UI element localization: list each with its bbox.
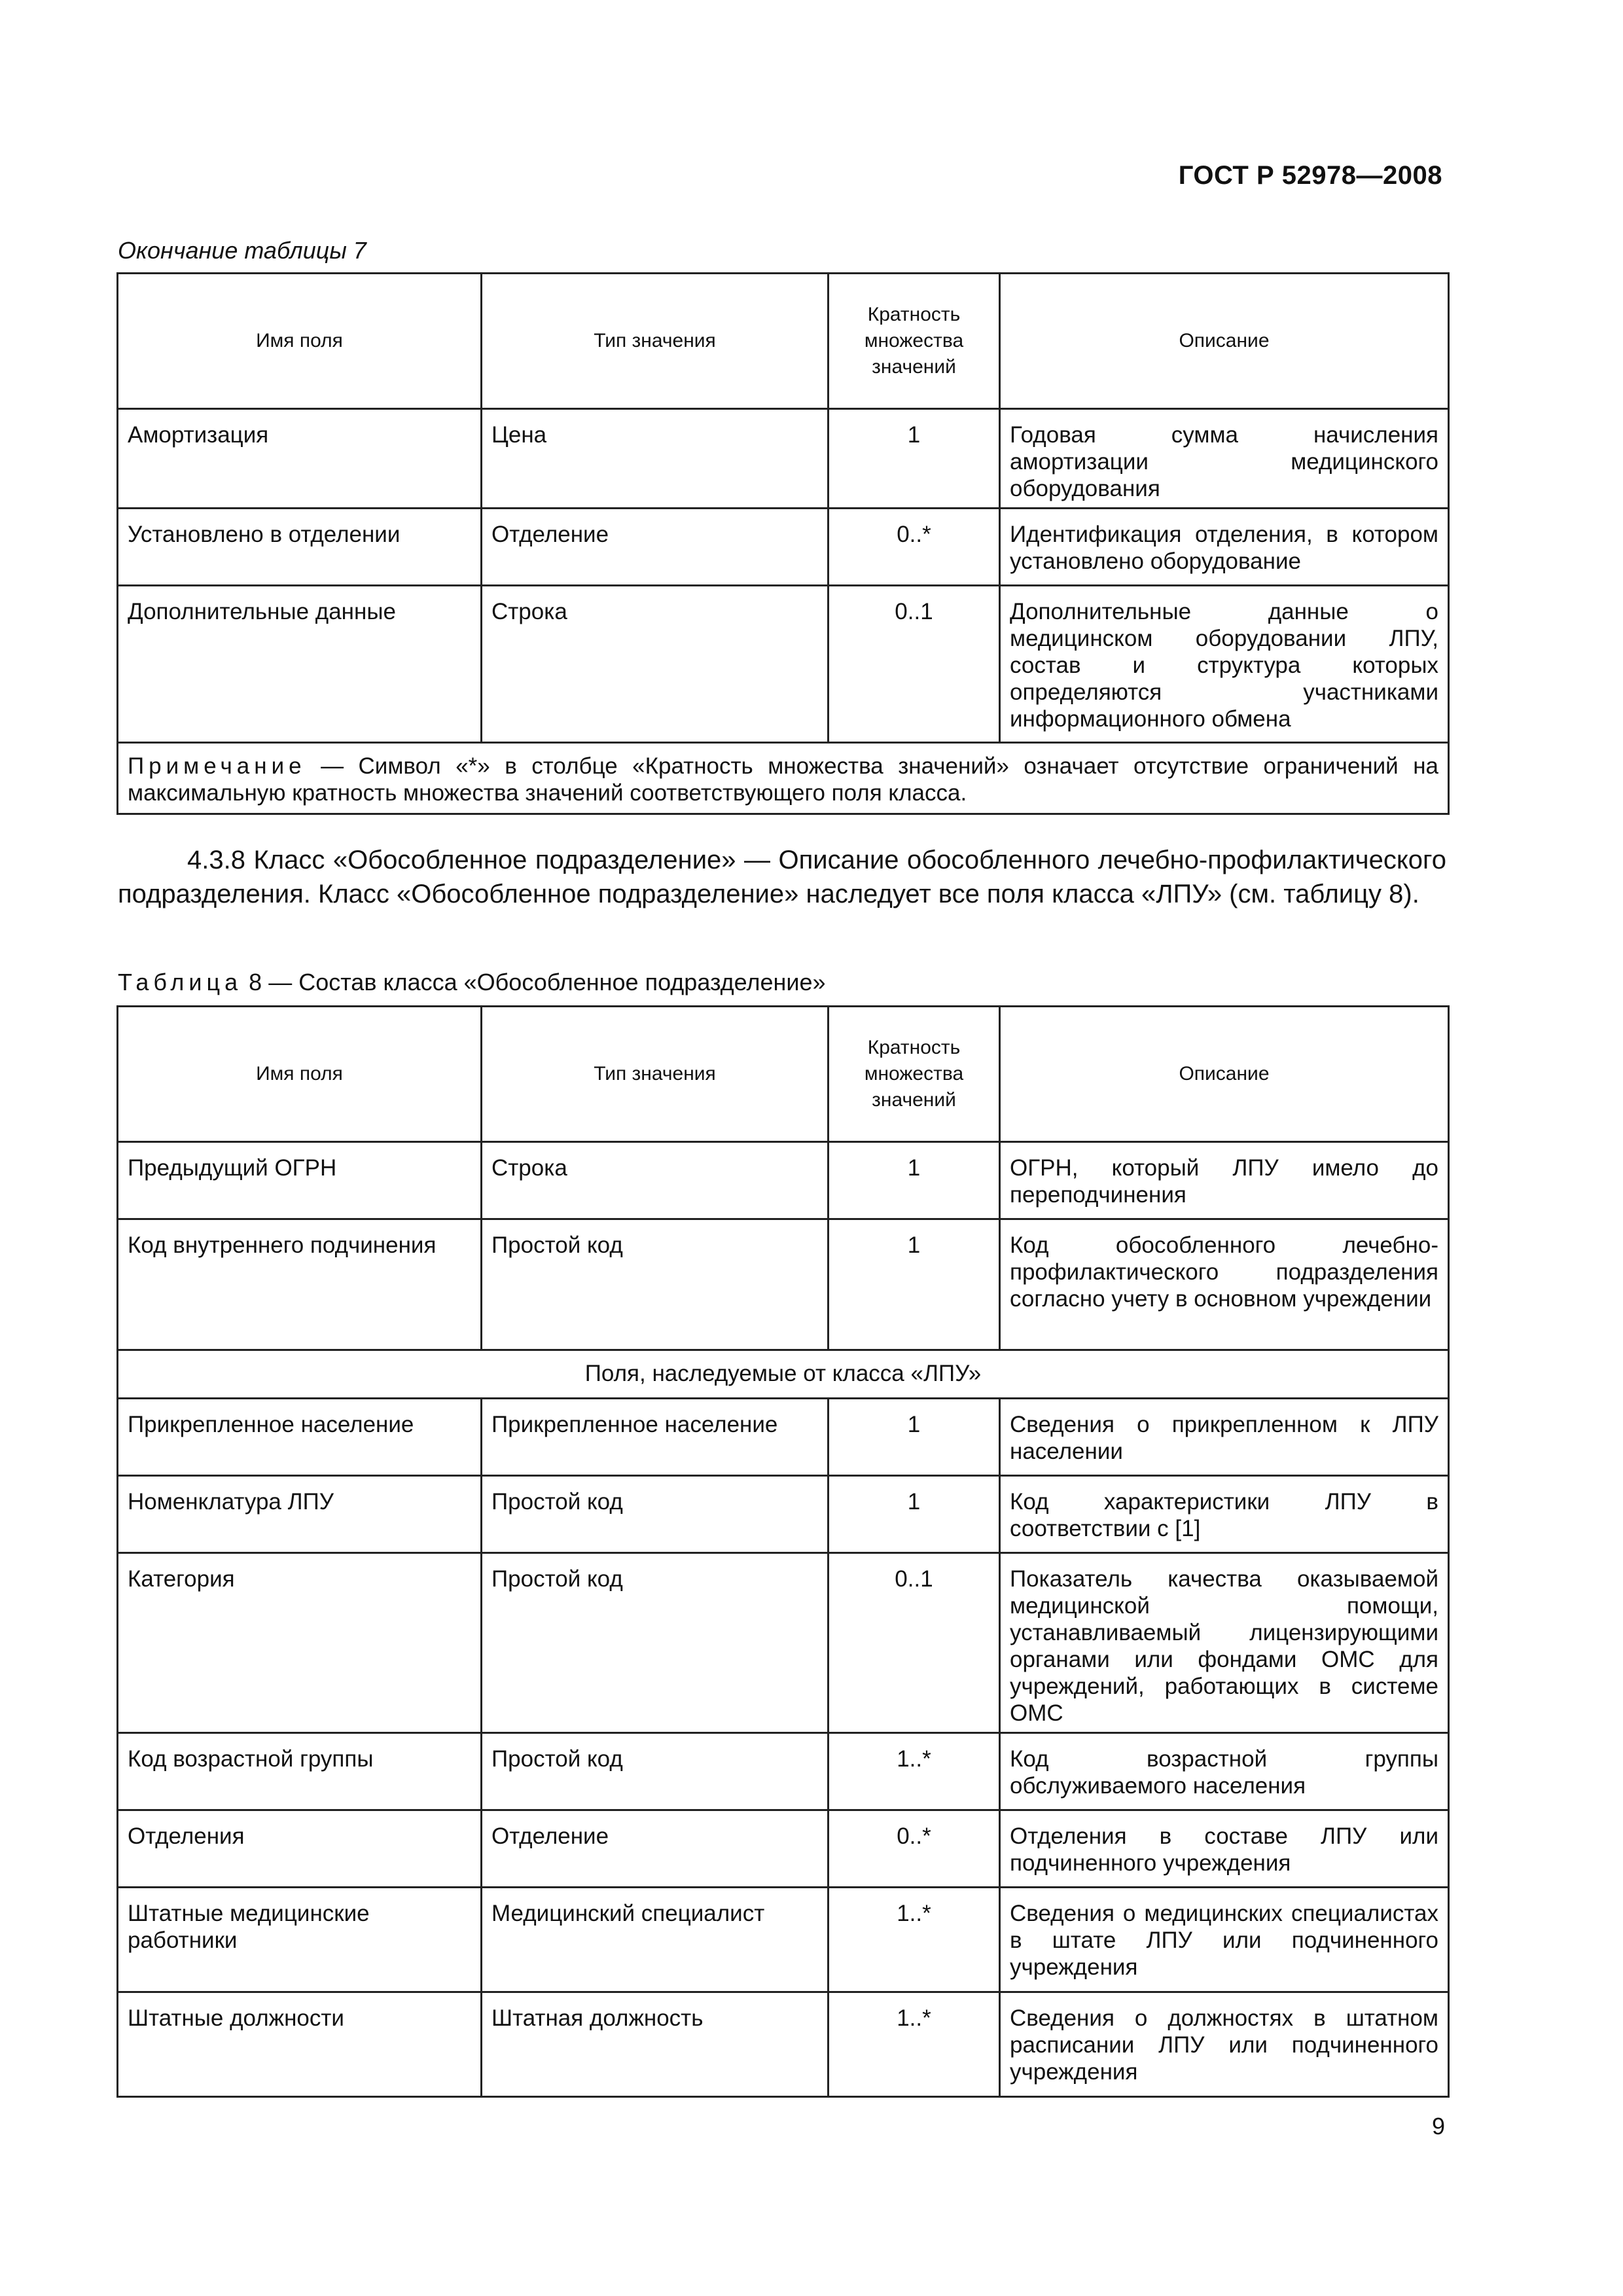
field-type: Отделение [482,1810,829,1888]
field-multiplicity: 0..1 [829,1553,1000,1733]
column-header-multiplicity: Кратность множества значений [829,274,1000,409]
table-row [118,586,1449,743]
field-name: Прикрепленное население [118,1399,482,1476]
column-header-multiplicity: Кратность множества значений [829,1007,1000,1142]
table8-caption [118,969,826,996]
field-name: Категория [118,1553,482,1733]
inherited-group-label: Поля, наследуемые от класса «ЛПУ» [118,1350,1449,1399]
field-type: Простой код [482,1476,829,1553]
field-type: Строка [482,1142,829,1219]
field-type: Простой код [482,1553,829,1733]
field-name: Код внутреннего подчинения [118,1219,482,1350]
section-paragraph: 4.3.8 Класс «Обособленное подразделение» — Описание обособленного лечебно-профилактического подразделения. Класс «Обособленное подразделение» наследует все поля класса «ЛПУ» (см. таблицу 8). [118,846,1446,908]
field-multiplicity: 0..1 [829,586,1000,743]
field-multiplicity: 1 [829,1476,1000,1553]
table-row [118,1219,1449,1350]
column-header-type: Тип значения [482,1007,829,1142]
table-row [118,1992,1449,2097]
table-row [118,1810,1449,1888]
table-row [118,1142,1449,1219]
document-code: ГОСТ Р 52978—2008 [1178,161,1442,190]
table8-caption-text: 8 — Состав класса «Обособленное подразделение» [249,969,826,996]
field-type: Отделение [482,509,829,586]
table-row [118,1399,1449,1476]
field-name: Дополнительные данные [118,586,482,743]
column-header-description: Описание [1000,1007,1449,1142]
field-multiplicity: 1 [829,409,1000,509]
field-multiplicity: 1..* [829,1888,1000,1992]
field-type: Простой код [482,1219,829,1350]
field-type: Строка [482,586,829,743]
field-description: Сведения о медицинских специалистах в штате ЛПУ или подчиненного учреждения [1000,1888,1449,1992]
field-description: Код возрастной группы обслуживаемого населения [1000,1733,1449,1810]
field-multiplicity: 0..* [829,509,1000,586]
field-description: Сведения о прикрепленном к ЛПУ населении [1000,1399,1449,1476]
field-name: Амортизация [118,409,482,509]
table8-caption-label: Таблица [118,969,243,996]
table7 [116,272,1450,815]
field-name: Установлено в отделении [118,509,482,586]
table-row [118,1553,1449,1733]
column-header-type: Тип значения [482,274,829,409]
field-description: Годовая сумма начисления амортизации медицинского оборудования [1000,409,1449,509]
field-description: Дополнительные данные о медицинском оборудовании ЛПУ, состав и структура которых определяются участниками информационного обмена [1000,586,1449,743]
table7-caption: Окончание таблицы 7 [118,237,366,264]
note-label: Примечание [128,753,306,779]
field-multiplicity: 1 [829,1142,1000,1219]
note-text: — Символ «*» в столбце «Кратность множества значений» означает отсутствие ограничений на максимальную кратность множества значений соответствующего поля класса. [128,753,1438,806]
field-multiplicity: 1..* [829,1992,1000,2097]
field-type: Прикрепленное население [482,1399,829,1476]
field-description: Отделения в составе ЛПУ или подчиненного учреждения [1000,1810,1449,1888]
table-row [118,1476,1449,1553]
field-multiplicity: 0..* [829,1810,1000,1888]
field-name: Код возрастной группы [118,1733,482,1810]
field-name: Штатные должности [118,1992,482,2097]
field-name: Штатные медицинские работники [118,1888,482,1992]
table-row [118,409,1449,509]
page-number: 9 [1431,2113,1445,2140]
field-type: Штатная должность [482,1992,829,2097]
field-type: Цена [482,409,829,509]
field-description: Идентификация отделения, в котором установлено оборудование [1000,509,1449,586]
field-multiplicity: 1 [829,1219,1000,1350]
field-name: Предыдущий ОГРН [118,1142,482,1219]
table-row [118,1888,1449,1992]
field-description: Сведения о должностях в штатном расписании ЛПУ или подчиненного учреждения [1000,1992,1449,2097]
field-name: Номенклатура ЛПУ [118,1476,482,1553]
column-header-name: Имя поля [118,1007,482,1142]
table8 [116,1005,1450,2098]
field-name: Отделения [118,1810,482,1888]
field-description: ОГРН, который ЛПУ имело до переподчинения [1000,1142,1449,1219]
field-description: Показатель качества оказываемой медицинской помощи, устанавливаемый лицензирующими органами или фондами ОМС для учреждений, работающих в системе ОМС [1000,1553,1449,1733]
field-description: Код характеристики ЛПУ в соответствии с [1] [1000,1476,1449,1553]
table-row [118,509,1449,586]
table-row [118,1733,1449,1810]
column-header-description: Описание [1000,274,1449,409]
column-header-name: Имя поля [118,274,482,409]
field-multiplicity: 1..* [829,1733,1000,1810]
field-type: Медицинский специалист [482,1888,829,1992]
field-description: Код обособленного лечебно-профилактического подразделения согласно учету в основном учреждении [1000,1219,1449,1350]
table7-header-row [118,274,1449,409]
table7-note-row [118,743,1449,814]
table-note [118,743,1449,814]
table8-header-row [118,1007,1449,1142]
field-type: Простой код [482,1733,829,1810]
group-row [118,1350,1449,1399]
field-multiplicity: 1 [829,1399,1000,1476]
